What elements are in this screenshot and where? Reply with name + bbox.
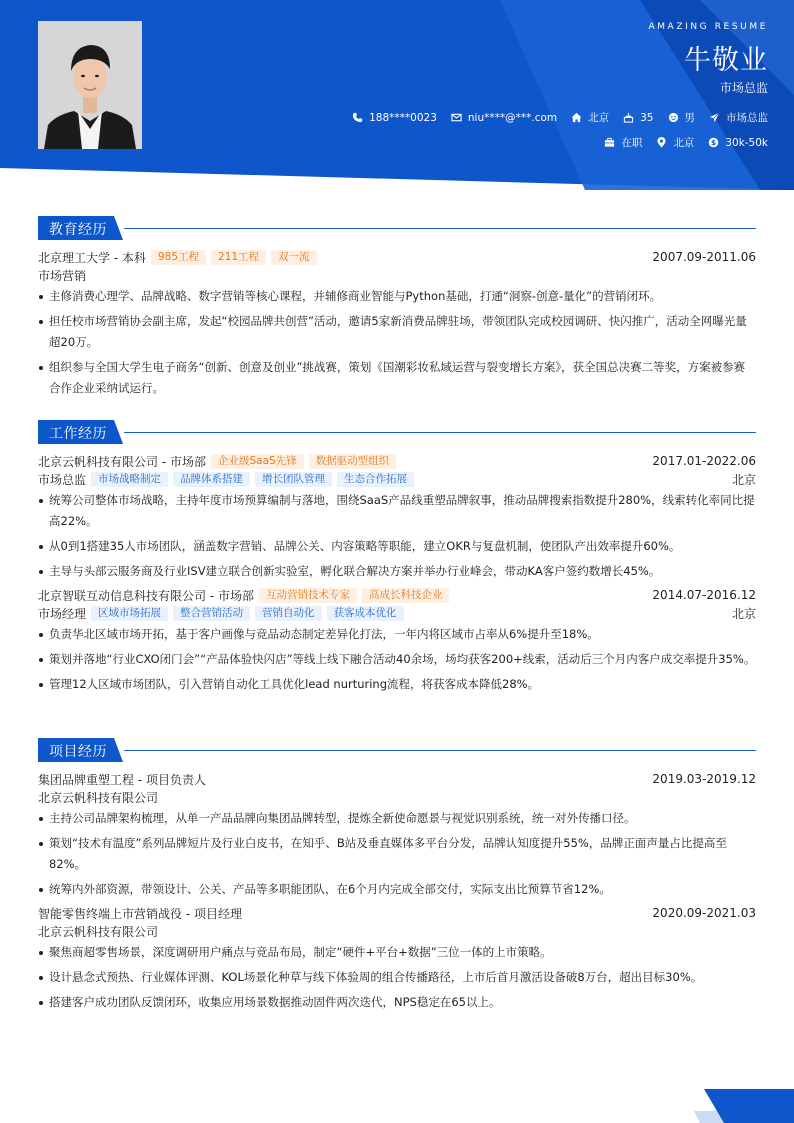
list-item: 担任校市场营销协会副主席，发起“校园品牌共创营”活动，邀请5家新消费品牌驻场，带领团队完成校园调研、快闪推广，活动全网曝光量超20万。 [38, 311, 756, 353]
footer-decoration [0, 1083, 794, 1123]
section-title: 教育经历 [49, 222, 107, 238]
project-org: 北京云帆科技有限公司 [38, 790, 159, 805]
target-position-text: 市场总监 [726, 112, 768, 124]
profile-photo [38, 21, 142, 149]
entry-header [38, 452, 756, 470]
entry-city: 北京 [731, 472, 756, 487]
company-tag: 互动营销技术专家 [259, 588, 357, 603]
entry-header [38, 904, 756, 922]
role-name: 市场总监 [38, 472, 87, 487]
contact-info-row [338, 110, 768, 125]
section-tag [38, 216, 122, 240]
role-tag: 区域市场拓展 [91, 606, 168, 621]
phone-icon [352, 112, 363, 123]
projects-section [38, 738, 756, 1017]
list-item: 主持公司品牌架构梳理，从单一产品品牌向集团品牌转型，提炼全新使命愿景与视觉识别系统，统一对外传播口径。 [38, 808, 756, 829]
section-tag [38, 738, 122, 762]
list-item: 聚焦商超零售场景，深度调研用户痛点与竞品布局，制定“硬件+平台+数据”三位一体的上市策略。 [38, 942, 756, 963]
list-item: 策划“技术有温度”系列品牌短片及行业白皮书，在知乎、B站及垂直媒体多平台分发，品牌认知度提升55%，品牌正面声量占比提高至82%。 [38, 833, 756, 875]
bullet-list [38, 942, 756, 1013]
entry-subheader [38, 788, 756, 806]
work-entry [38, 452, 756, 582]
cake-icon [623, 112, 634, 123]
resume-header [0, 0, 794, 200]
list-item: 管理12人区域市场团队，引入营销自动化工具优化lead nurturing流程，将获客成本降低28%。 [38, 674, 756, 695]
role-tag: 增长团队管理 [255, 472, 332, 487]
dollar-icon [708, 137, 719, 148]
residence-text: 北京 [588, 112, 610, 124]
bullet-list [38, 808, 756, 900]
role-tag: 整合营销活动 [173, 606, 250, 621]
entry-header [38, 586, 756, 604]
mail-icon [451, 112, 462, 123]
list-item: 策划并落地“行业CXO闭门会”“产品体验快闪店”等线上线下融合活动40余场，场均获客200+线索，活动后三个月内客户成交率提升35%。 [38, 649, 756, 670]
company-name: 北京智联互动信息科技有限公司 - 市场部 [38, 588, 254, 603]
phone-text: 188****0023 [369, 111, 437, 124]
gender-item [668, 110, 696, 125]
work-heading [38, 420, 756, 444]
education-entry [38, 248, 756, 399]
work-entry [38, 586, 756, 695]
send-icon [709, 112, 720, 123]
list-item: 统筹公司整体市场战略，主持年度市场预算编制与落地，围绕SaaS产品线重塑品牌叙事，推动品牌搜索指数提升280%，线索转化率同比提高22%。 [38, 490, 756, 532]
role-tag: 营销自动化 [255, 606, 322, 621]
entry-subheader [38, 266, 756, 284]
project-name: 集团品牌重塑工程 - 项目负责人 [38, 772, 206, 787]
target-city-text: 北京 [673, 137, 695, 149]
entry-period: 2020.09-2021.03 [652, 906, 756, 920]
projects-heading [38, 738, 756, 762]
home-icon [571, 112, 582, 123]
gender-text: 男 [684, 112, 695, 124]
job-title: 市场总监 [719, 81, 768, 95]
project-entry [38, 904, 756, 1013]
entry-period: 2014.07-2016.12 [652, 588, 756, 602]
location-pin-icon [656, 137, 667, 148]
list-item: 主修消费心理学、品牌战略、数字营销等核心课程，并辅修商业智能与Python基础，打通“洞察-创意-量化”的营销闭环。 [38, 286, 756, 307]
project-entry [38, 770, 756, 900]
role-tag: 获客成本优化 [327, 606, 404, 621]
list-item: 负责华北区域市场开拓，基于客户画像与竞品动态制定差异化打法，一年内将区域市占率从6%提升至18%。 [38, 624, 756, 645]
residence-item [571, 110, 609, 125]
candidate-name: 牛敬业 [684, 45, 768, 76]
svg-text:$: $ [711, 138, 717, 148]
target-position-item [709, 110, 768, 125]
school-name: 北京理工大学 - 本科 [38, 250, 146, 265]
company-tag: 数据驱动型组织 [309, 454, 397, 469]
section-title: 工作经历 [49, 426, 107, 442]
bullet-list [38, 286, 756, 399]
section-divider [124, 432, 756, 433]
brand-label: AMAZING RESUME [648, 22, 768, 32]
entry-header [38, 770, 756, 788]
list-item: 主导与头部云服务商及行业ISV建立联合创新实验室，孵化联合解决方案并举办行业峰会，带动KA客户签约数增长45%。 [38, 561, 756, 582]
smile-icon [668, 112, 679, 123]
bullet-list [38, 490, 756, 582]
list-item: 组织参与全国大学生电子商务“创新、创意及创业”挑战赛，策划《国潮彩妆私域运营与裂变增长方案》，获全国总决赛二等奖，方案被参赛合作企业采纳试运行。 [38, 357, 756, 399]
work-section [38, 420, 756, 699]
education-heading [38, 216, 756, 240]
age-text: 35 [640, 111, 654, 124]
bullet-list [38, 624, 756, 695]
list-item: 统筹内外部资源，带领设计、公关、产品等多职能团队，在6个月内完成全部交付，实际支出比预算节省12%。 [38, 879, 756, 900]
entry-period: 2017.01-2022.06 [652, 454, 756, 468]
list-item: 从0到1搭建35人市场团队，涵盖数字营销、品牌公关、内容策略等职能，建立OKR与复盘机制，使团队产出效率提升60%。 [38, 536, 756, 557]
company-tag: 企业级SaaS先锋 [211, 454, 304, 469]
section-divider [124, 750, 756, 751]
role-tag: 市场战略制定 [91, 472, 168, 487]
entry-period: 2007.09-2011.06 [652, 250, 756, 264]
entry-subheader [38, 604, 756, 622]
phone-item [352, 112, 437, 124]
email-item [451, 112, 557, 124]
company-name: 北京云帆科技有限公司 - 市场部 [38, 454, 206, 469]
status-text: 在职 [621, 137, 643, 149]
status-item [604, 135, 642, 150]
job-status-row [590, 135, 768, 150]
entry-header [38, 248, 756, 266]
age-item [623, 112, 653, 124]
email-text: niu****@***.com [467, 111, 558, 124]
briefcase-icon [604, 137, 615, 148]
project-name: 智能零售终端上市营销战役 - 项目经理 [38, 906, 242, 921]
list-item: 设计悬念式预热、行业媒体评测、KOL场景化种草与线下体验周的组合传播路径，上市后首月激活设备破8万台，超出目标30%。 [38, 967, 756, 988]
section-divider [124, 228, 756, 229]
entry-period: 2019.03-2019.12 [652, 772, 756, 786]
salary-text: 30k-50k [725, 136, 768, 149]
major-name: 市场营销 [38, 268, 87, 283]
school-tag: 双一流 [271, 250, 317, 265]
school-tag: 985工程 [151, 250, 206, 265]
company-tag: 高成长科技企业 [362, 588, 450, 603]
entry-subheader [38, 922, 756, 940]
target-city-item [656, 135, 694, 150]
section-tag [38, 420, 122, 444]
section-title: 项目经历 [49, 744, 107, 760]
role-tag: 品牌体系搭建 [173, 472, 250, 487]
salary-item [708, 137, 768, 149]
role-name: 市场经理 [38, 606, 87, 621]
entry-subheader [38, 470, 756, 488]
entry-city: 北京 [731, 606, 756, 621]
school-tag: 211工程 [211, 250, 266, 265]
education-section [38, 216, 756, 403]
project-org: 北京云帆科技有限公司 [38, 924, 159, 939]
role-tag: 生态合作拓展 [337, 472, 414, 487]
list-item: 搭建客户成功团队反馈闭环，收集应用场景数据推动固件两次迭代，NPS稳定在65以上。 [38, 992, 756, 1013]
